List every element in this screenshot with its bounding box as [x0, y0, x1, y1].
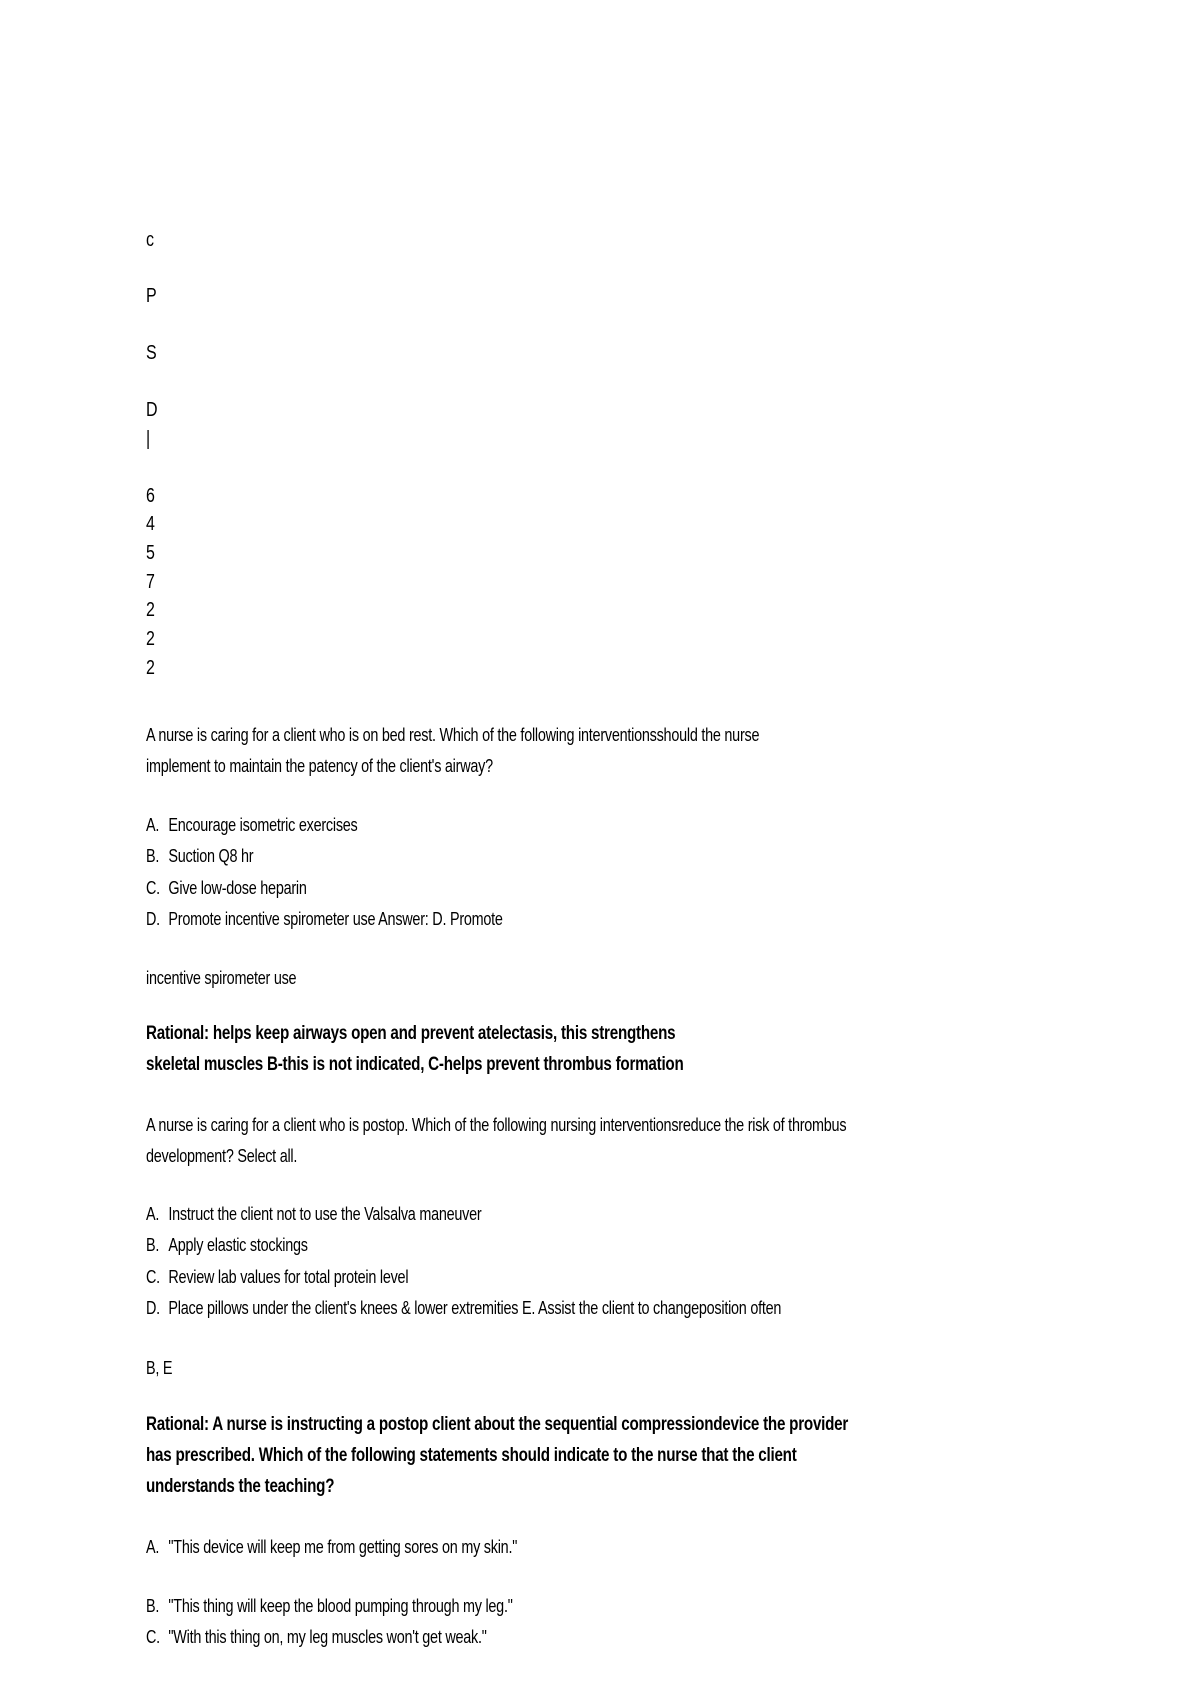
- question-2-rational: has prescribed. Which of the following statements should indicate to the nurse that the client: [146, 1445, 797, 1466]
- question-2-answer: B, E: [146, 1358, 173, 1378]
- side-char: 5: [146, 542, 155, 564]
- question-1-option: C. Give low-dose heparin: [146, 878, 307, 898]
- question-2-rational: understands the teaching?: [146, 1476, 335, 1497]
- question-1-rational: skeletal muscles B-this is not indicated, C-helps prevent thrombus formation: [146, 1054, 684, 1075]
- side-char: P: [146, 285, 157, 307]
- side-char: 2: [146, 657, 155, 679]
- question-3-option: B. "This thing will keep the blood pumping through my leg.": [146, 1596, 513, 1616]
- question-1-rational: Rational: helps keep airways open and prevent atelectasis, this strengthens: [146, 1023, 676, 1044]
- question-2-text: development? Select all.: [146, 1146, 298, 1166]
- question-2-option: B. Apply elastic stockings: [146, 1235, 308, 1255]
- question-1-option: D. Promote incentive spirometer use Answer: D. Promote: [146, 909, 503, 929]
- side-char: D: [146, 399, 158, 421]
- question-2-option: C. Review lab values for total protein level: [146, 1267, 409, 1287]
- question-1-answer: incentive spirometer use: [146, 968, 297, 988]
- side-char: 4: [146, 513, 155, 535]
- question-2-text: A nurse is caring for a client who is postop. Which of the following nursing interventionsreduce the risk of thrombus: [146, 1115, 847, 1135]
- question-2-option: A. Instruct the client not to use the Valsalva maneuver: [146, 1204, 482, 1224]
- question-1-text: A nurse is caring for a client who is on bed rest. Which of the following interventionsshould the nurse: [146, 725, 760, 745]
- side-char: S: [146, 342, 157, 364]
- question-3-option: A. "This device will keep me from getting sores on my skin.": [146, 1537, 518, 1557]
- question-1-option: B. Suction Q8 hr: [146, 846, 254, 866]
- question-2-rational: Rational: A nurse is instructing a postop client about the sequential compressiondevice the provider: [146, 1414, 849, 1435]
- question-3-option: C. "With this thing on, my leg muscles won't get weak.": [146, 1627, 487, 1647]
- side-char: 7: [146, 571, 155, 593]
- question-1-option: A. Encourage isometric exercises: [146, 815, 358, 835]
- side-char: |: [146, 428, 150, 450]
- side-char: c: [146, 229, 154, 251]
- question-2-option: D. Place pillows under the client's knees & lower extremities E. Assist the client to changeposition often: [146, 1298, 782, 1318]
- side-char: 6: [146, 485, 155, 507]
- question-1-text: implement to maintain the patency of the client's airway?: [146, 756, 493, 776]
- side-char: 2: [146, 628, 155, 650]
- side-char: 2: [146, 599, 155, 621]
